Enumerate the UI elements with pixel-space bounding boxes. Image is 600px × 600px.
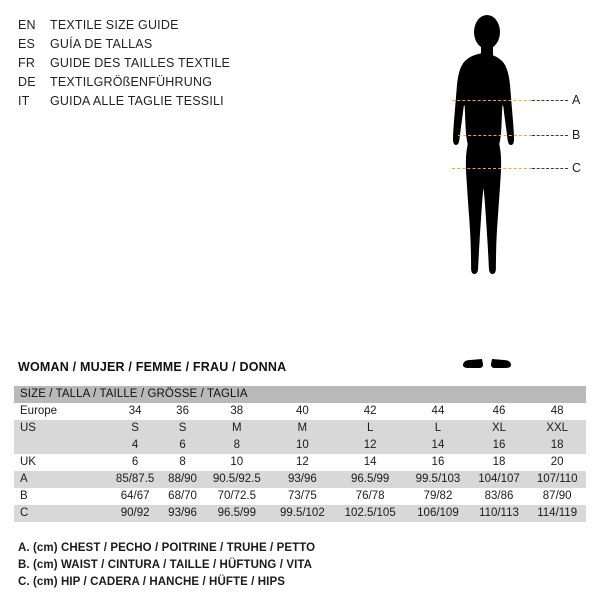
cell: 12 <box>334 437 406 454</box>
cell: XL <box>470 420 529 437</box>
note-a: A. (cm) CHEST / PECHO / POITRINE / TRUHE / PETTO <box>18 542 316 554</box>
cell: 93/96 <box>271 471 334 488</box>
row-label: C <box>14 505 108 522</box>
language-code: EN <box>18 18 36 32</box>
cell: 93/96 <box>162 505 203 522</box>
cell: 64/67 <box>108 488 162 505</box>
cell: 99.5/102 <box>271 505 334 522</box>
cell: 4 <box>108 437 162 454</box>
cell: 14 <box>334 454 406 471</box>
cell: 107/110 <box>528 471 586 488</box>
cell: 83/86 <box>470 488 529 505</box>
cell: 6 <box>108 454 162 471</box>
measure-line-c <box>452 168 532 169</box>
table-row <box>14 505 586 522</box>
cell: 87/90 <box>528 488 586 505</box>
cell: L <box>334 420 406 437</box>
language-row <box>18 73 348 92</box>
cell: 12 <box>271 454 334 471</box>
cell: 99.5/103 <box>406 471 469 488</box>
cell: 104/107 <box>470 471 529 488</box>
note-c: C. (cm) HIP / CADERA / HANCHE / HÜFTE / HIPS <box>18 576 286 588</box>
measure-label-b: B <box>572 128 581 142</box>
cell: 70/72.5 <box>203 488 271 505</box>
cell: 110/113 <box>470 505 529 522</box>
cell: 102.5/105 <box>334 505 406 522</box>
row-label <box>14 437 108 454</box>
table-row <box>14 403 586 420</box>
language-row <box>18 92 348 111</box>
cell: 106/109 <box>406 505 469 522</box>
cell: 96.5/99 <box>334 471 406 488</box>
language-row <box>18 16 348 35</box>
language-title: GUÍA DE TALLAS <box>50 37 153 51</box>
cell: 73/75 <box>271 488 334 505</box>
cell: 42 <box>334 403 406 420</box>
table-row <box>14 420 586 437</box>
cell: 85/87.5 <box>108 471 162 488</box>
measure-leader-c <box>532 168 568 169</box>
cell: 14 <box>406 437 469 454</box>
row-label: B <box>14 488 108 505</box>
language-title: GUIDA ALLE TAGLIE TESSILI <box>50 94 224 108</box>
cell: 79/82 <box>406 488 469 505</box>
language-title-list <box>18 16 348 111</box>
measure-line-b <box>458 135 532 136</box>
cell: 48 <box>528 403 586 420</box>
cell: L <box>406 420 469 437</box>
cell: 114/119 <box>528 505 586 522</box>
gender-heading: WOMAN / MUJER / FEMME / FRAU / DONNA <box>18 360 287 374</box>
measure-leader-a <box>532 100 568 101</box>
measure-label-a: A <box>572 93 581 107</box>
table-row <box>14 488 586 505</box>
cell: 34 <box>108 403 162 420</box>
language-title: TEXTILE SIZE GUIDE <box>50 18 179 32</box>
cell: 76/78 <box>334 488 406 505</box>
cell: 44 <box>406 403 469 420</box>
row-label: UK <box>14 454 108 471</box>
cell: 40 <box>271 403 334 420</box>
cell: 10 <box>203 454 271 471</box>
measurement-notes <box>18 540 578 591</box>
female-silhouette-icon <box>420 8 592 370</box>
note-b: B. (cm) WAIST / CINTURA / TAILLE / HÜFTUNG / VITA <box>18 559 313 571</box>
cell: 16 <box>470 437 529 454</box>
language-row <box>18 35 348 54</box>
cell: 36 <box>162 403 203 420</box>
language-code: IT <box>18 94 30 108</box>
measure-line-a <box>452 100 532 101</box>
cell: 6 <box>162 437 203 454</box>
row-label: US <box>14 420 108 437</box>
measure-leader-b <box>532 135 568 136</box>
cell: M <box>271 420 334 437</box>
cell: 18 <box>528 437 586 454</box>
cell: 8 <box>203 437 271 454</box>
cell: 90.5/92.5 <box>203 471 271 488</box>
cell: 90/92 <box>108 505 162 522</box>
table-row <box>14 471 586 488</box>
cell: S <box>108 420 162 437</box>
measure-label-c: C <box>572 161 582 175</box>
language-code: ES <box>18 37 36 51</box>
cell: 16 <box>406 454 469 471</box>
language-row <box>18 54 348 73</box>
body-figure <box>420 8 592 370</box>
cell: 8 <box>162 454 203 471</box>
table-header-row <box>14 386 586 403</box>
cell: 18 <box>470 454 529 471</box>
cell: 10 <box>271 437 334 454</box>
language-code: FR <box>18 56 36 70</box>
table-row <box>14 437 586 454</box>
cell: XXL <box>528 420 586 437</box>
cell: 96.5/99 <box>203 505 271 522</box>
language-code: DE <box>18 75 36 89</box>
table-row <box>14 454 586 471</box>
cell: 46 <box>470 403 529 420</box>
size-table <box>14 386 586 522</box>
row-label: Europe <box>14 403 108 420</box>
cell: 88/90 <box>162 471 203 488</box>
cell: 38 <box>203 403 271 420</box>
language-title: GUIDE DES TAILLES TEXTILE <box>50 56 231 70</box>
cell: 68/70 <box>162 488 203 505</box>
cell: 20 <box>528 454 586 471</box>
cell: S <box>162 420 203 437</box>
row-label: A <box>14 471 108 488</box>
table-header-label: SIZE / TALLA / TAILLE / GRÖSSE / TAGLIA <box>14 386 586 403</box>
cell: M <box>203 420 271 437</box>
language-title: TEXTILGRÖßENFÜHRUNG <box>50 75 213 89</box>
